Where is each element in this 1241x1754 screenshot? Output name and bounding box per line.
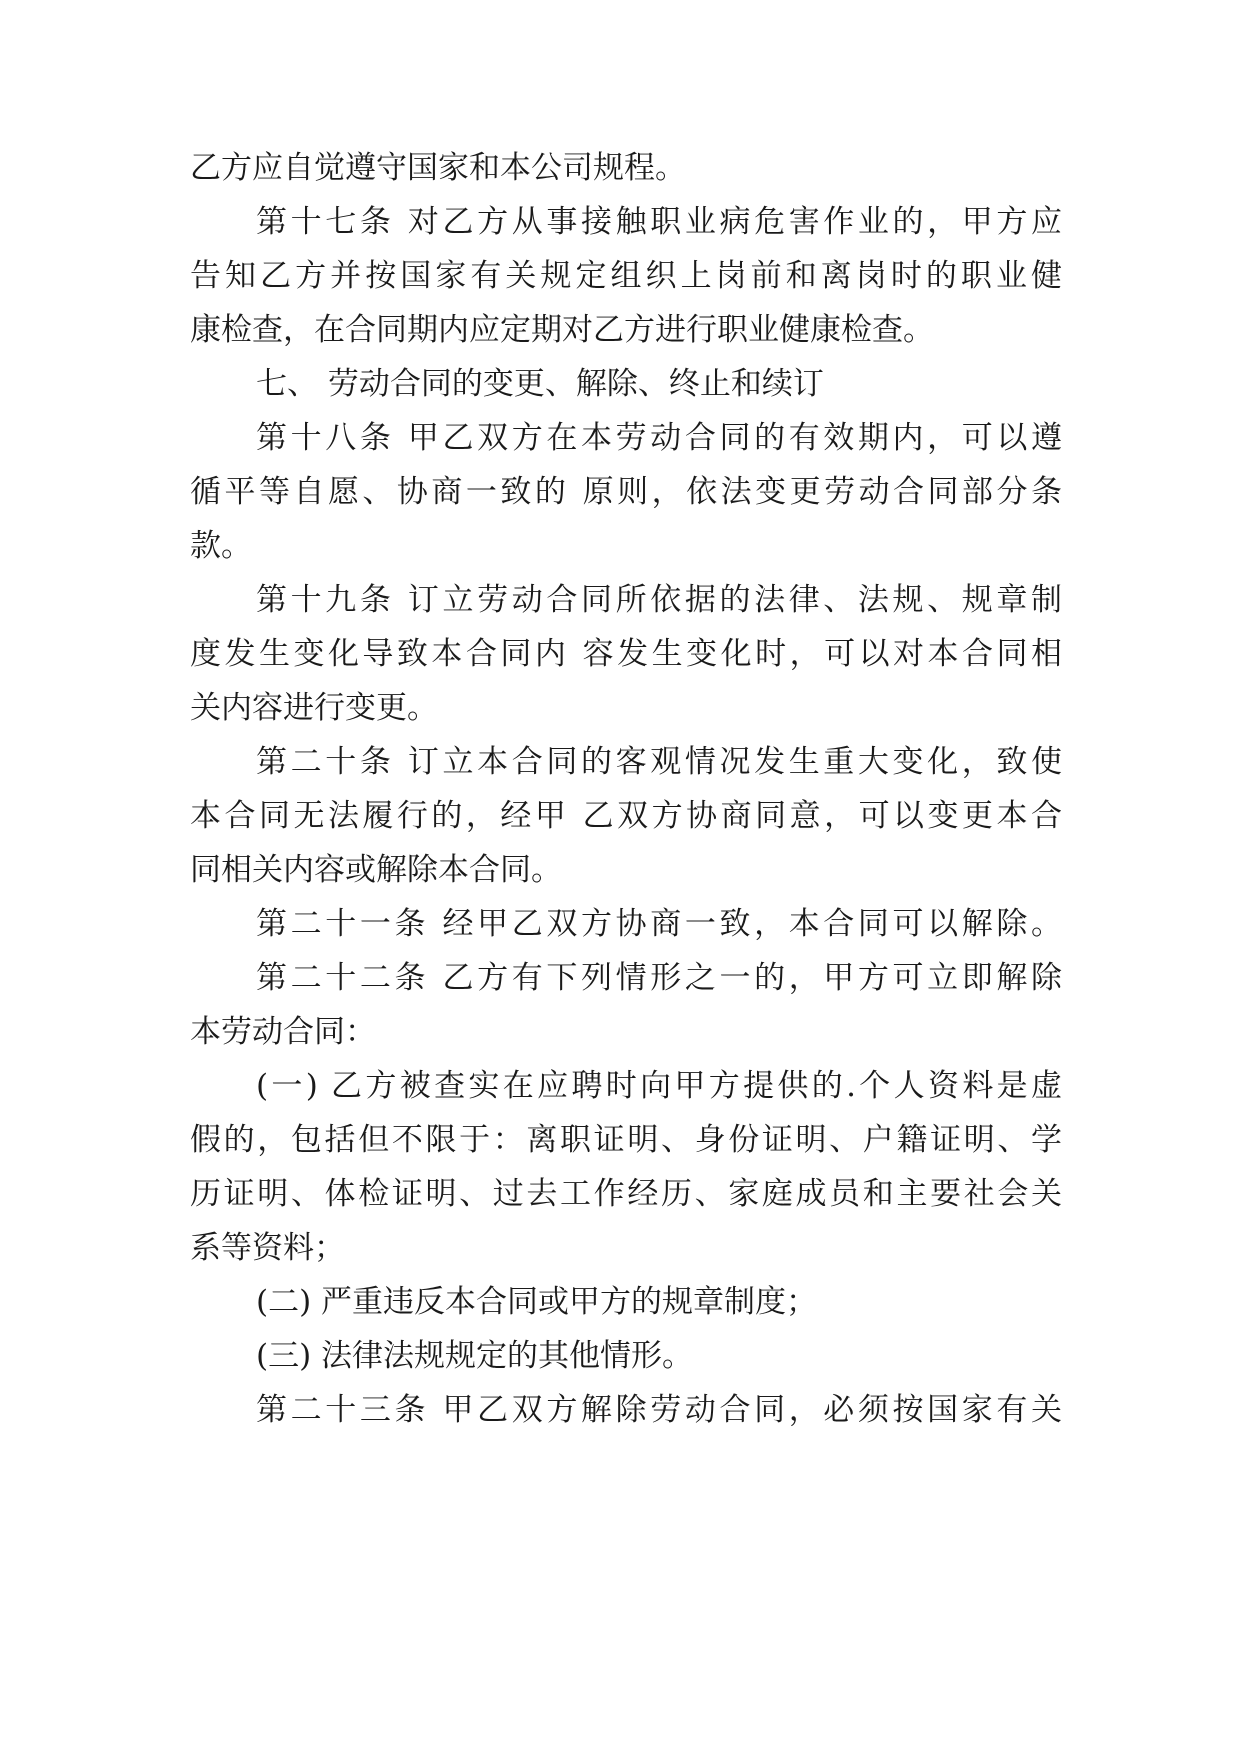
item-3-line-1: (三) 法律法规规定的其他情形。	[256, 1338, 694, 1374]
article-18-line-1: 第十八条 甲乙双方在本劳动合同的有效期内，可以遵	[256, 420, 1062, 456]
article-18-line-3: 款。	[190, 528, 252, 564]
section-7-heading: 七、 劳动合同的变更、解除、终止和续订	[256, 366, 824, 402]
article-20-line-2: 本合同无法履行的，经甲 乙双方协商同意，可以变更本合	[190, 798, 1062, 834]
item-1-line-1: (一) 乙方被查实在应聘时向甲方提供的.个人资料是虚	[256, 1068, 1062, 1104]
article-18-line-2: 循平等自愿、协商一致的 原则，依法变更劳动合同部分条	[190, 474, 1062, 510]
item-2-line-1: (二) 严重违反本合同或甲方的规章制度；	[256, 1284, 818, 1320]
article-19-line-1: 第十九条 订立劳动合同所依据的法律、法规、规章制	[256, 582, 1062, 618]
article-19-line-2: 度发生变化导致本合同内 容发生变化时，可以对本合同相	[190, 636, 1062, 672]
article-19-line-3: 关内容进行变更。	[190, 690, 438, 726]
item-1-line-4: 系等资料；	[190, 1230, 345, 1266]
article-20-line-3: 同相关内容或解除本合同。	[190, 852, 562, 888]
article-23-line-1: 第二十三条 甲乙双方解除劳动合同，必须按国家有关	[256, 1392, 1062, 1428]
article-22-line-2: 本劳动合同：	[190, 1014, 376, 1050]
article-17-line-2: 告知乙方并按国家有关规定组织上岗前和离岗时的职业健	[190, 258, 1062, 294]
text-line: 乙方应自觉遵守国家和本公司规程。	[190, 150, 686, 186]
article-21-line-1: 第二十一条 经甲乙双方协商一致，本合同可以解除。	[256, 906, 1062, 942]
article-20-line-1: 第二十条 订立本合同的客观情况发生重大变化，致使	[256, 744, 1062, 780]
article-17-line-3: 康检查，在合同期内应定期对乙方进行职业健康检查。	[190, 312, 934, 348]
article-17-line-1: 第十七条 对乙方从事接触职业病危害作业的，甲方应	[256, 204, 1062, 240]
item-1-line-2: 假的，包括但不限于：离职证明、身份证明、户籍证明、学	[190, 1122, 1062, 1158]
item-1-line-3: 历证明、体检证明、过去工作经历、家庭成员和主要社会关	[190, 1176, 1062, 1212]
article-22-line-1: 第二十二条 乙方有下列情形之一的，甲方可立即解除	[256, 960, 1062, 996]
